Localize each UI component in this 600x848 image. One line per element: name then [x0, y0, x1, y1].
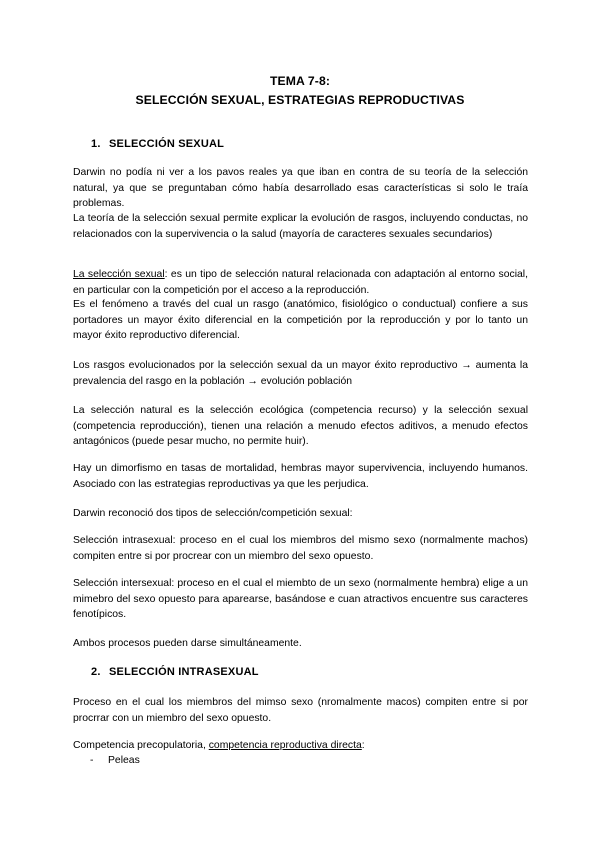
definition-text: : es un tipo de selección natural relacionada con adaptación al entorno social, en particular con la competición por el acceso a la reproducción. — [73, 269, 529, 296]
paragraph-teoria-seleccion: La teoría de la selección sexual permite explicar la evolución de rasgos, incluyendo conductas, no relacionados con la supervivencia o la salud (mayoría de caracteres sexuales secundarios) — [73, 213, 528, 240]
paragraph-definicion — [73, 267, 528, 298]
list-bullet: - — [90, 755, 94, 766]
competencia-lead: Competencia precopulatoria, — [73, 740, 209, 751]
section-2-heading — [91, 666, 259, 678]
paragraph-dimorfismo: Hay un dimorfismo en tasas de mortalidad, hembras mayor supervivencia, incluyendo humanos. Asociado con las estrategias reproductivas ya que les perjudica. — [73, 463, 528, 490]
paragraph-fenomeno: Es el fenómeno a través del cual un rasgo (anatómico, fisiológico o conductual) confiere a sus portadores un mayor éxito diferencial en la competición por la reproducción y por lo tanto un mayor éxito reproductivo diferencial. — [73, 299, 528, 341]
list-item-text: Peleas — [108, 755, 140, 766]
paragraph-rasgos-evolucionados: Los rasgos evolucionados por la selección sexual da un mayor éxito reproductivo → aumenta la prevalencia del rasgo en la población → evolución población — [73, 360, 528, 387]
section-2-number: 2. — [91, 666, 101, 678]
term-seleccion-sexual: La selección sexual — [73, 269, 165, 280]
section-1-number: 1. — [91, 138, 101, 150]
section-1-title: SELECCIÓN SEXUAL — [109, 138, 225, 150]
document-title-line2: SELECCIÓN SEXUAL, ESTRATEGIAS REPRODUCTIVAS — [135, 93, 465, 107]
paragraph-dos-tipos: Darwin reconoció dos tipos de selección/competición sexual: — [73, 508, 353, 519]
paragraph-seleccion-intersexual: Selección intersexual: proceso en el cual el miembto de un sexo (normalmente hembra) elige a un mimebro del sexo opuesto para aparearse, basándose e cuan atractivos encuentre sus caracteres fenotípicos. — [73, 578, 528, 620]
competencia-tail: : — [361, 740, 365, 751]
paragraph-ambos-procesos: Ambos procesos pueden darse simultáneamente. — [73, 638, 302, 649]
section-2-title: SELECCIÓN INTRASEXUAL — [109, 666, 259, 678]
paragraph-proceso-intrasexual: Proceso en el cual los miembros del mimso sexo (nromalmente macos) compiten entre si por procrrar con un miembro del sexo opuesto. — [73, 697, 528, 724]
paragraph-seleccion-intrasexual: Selección intrasexual: proceso en el cual los miembros del mismo sexo (normalmente machos) compiten entre si por procrear con un miembro del sexo opuesto. — [73, 535, 528, 562]
paragraph-darwin-pavos: Darwin no podía ni ver a los pavos reales ya que iban en contra de su teoría de la selección natural, ya que se preguntaban cómo había desarrollado esas características si solo le traía problemas. — [73, 167, 528, 209]
document-title-line1: TEMA 7-8: — [269, 74, 331, 88]
paragraph-seleccion-natural: La selección natural es la selección ecológica (competencia recurso) y la selección sexual (competencia reproducción), tienen una relación a menudo efectos aditivos, a menudo efectos antagónicos (puede pesar mucho, no permite huir). — [73, 405, 528, 447]
list-item — [90, 753, 140, 769]
section-1-heading — [91, 138, 224, 150]
paragraph-competencia-precopulatoria — [73, 738, 528, 754]
term-competencia-directa: competencia reproductiva directa — [208, 740, 362, 751]
